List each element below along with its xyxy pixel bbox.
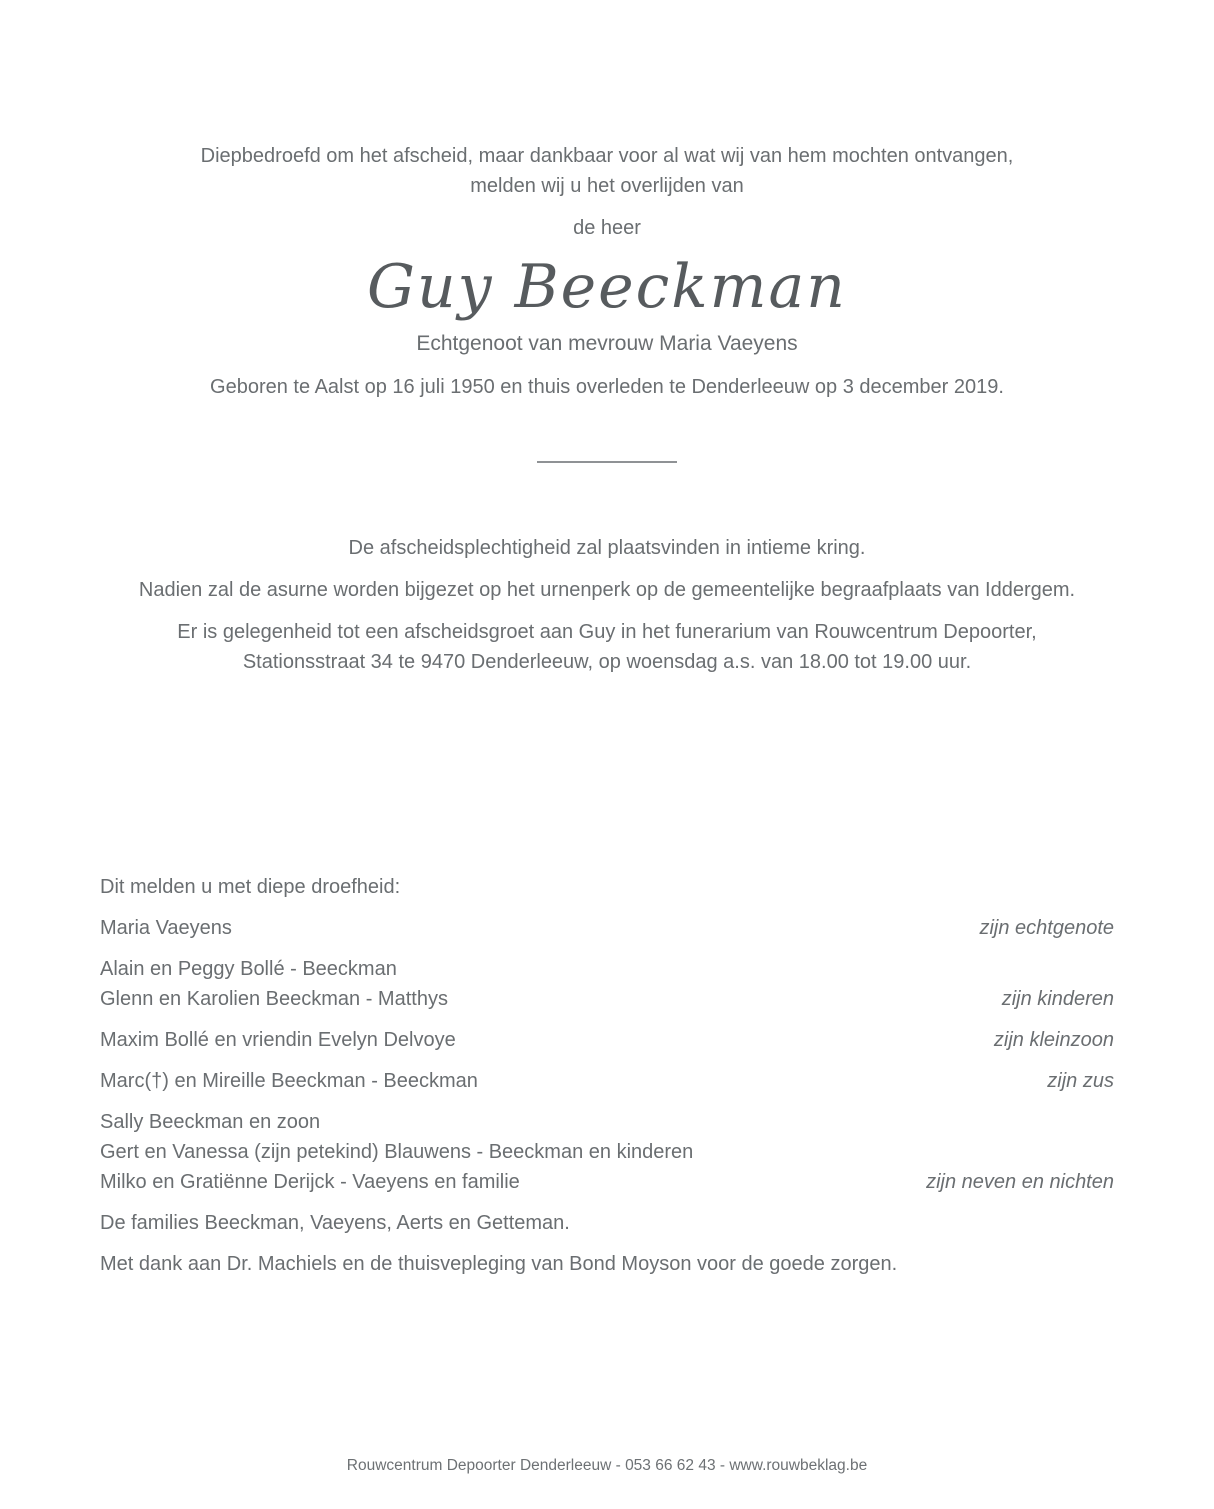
ceremony-line-3b: Stationsstraat 34 te 9470 Denderleeuw, op woensdag a.s. van 18.00 tot 19.00 uur. bbox=[242, 651, 972, 673]
relation-label: zijn kinderen bbox=[1001, 988, 1114, 1010]
funeral-home-footer: Rouwcentrum Depoorter Denderleeuw - 053 66 62 43 - www.rouwbeklag.be bbox=[346, 1457, 868, 1474]
families-closing-line: De families Beeckman, Vaeyens, Aerts en Getteman. bbox=[100, 1212, 570, 1234]
intro-line-2: melden wij u het overlijden van bbox=[470, 175, 744, 197]
family-name-line: Alain en Peggy Bollé - Beeckman bbox=[100, 958, 397, 980]
family-name-line: Gert en Vanessa (zijn petekind) Blauwens - Beeckman en kinderen bbox=[100, 1141, 694, 1163]
relation-label: zijn kleinzoon bbox=[993, 1029, 1114, 1051]
family-row bbox=[100, 913, 1114, 943]
ceremony-section bbox=[0, 533, 1214, 677]
family-section bbox=[100, 872, 1114, 1290]
ceremony-line-2: Nadien zal de asurne worden bijgezet op het urnenperk op de gemeentelijke begraafplaats van Iddergem. bbox=[138, 579, 1076, 601]
family-name-line: Milko en Gratiënne Derijck - Vaeyens en familie bbox=[100, 1171, 520, 1193]
relation-label: zijn zus bbox=[1047, 1070, 1114, 1092]
family-row bbox=[100, 1066, 1114, 1096]
family-names bbox=[100, 954, 448, 1014]
family-name-line: Glenn en Karolien Beeckman - Matthys bbox=[100, 988, 448, 1010]
family-row bbox=[100, 1025, 1114, 1055]
relation-label: zijn echtgenote bbox=[979, 917, 1114, 939]
section-divider bbox=[537, 461, 677, 463]
family-intro: Dit melden u met diepe droefheid: bbox=[100, 876, 401, 898]
family-names bbox=[100, 1107, 693, 1197]
spouse-line: Echtgenoot van mevrouw Maria Vaeyens bbox=[416, 332, 798, 355]
family-name-line: Sally Beeckman en zoon bbox=[100, 1111, 321, 1133]
thanks-line: Met dank aan Dr. Machiels en de thuisvepleging van Bond Moyson voor de goede zorgen. bbox=[100, 1253, 898, 1275]
family-row bbox=[100, 954, 1114, 1014]
family-name-line: Maxim Bollé en vriendin Evelyn Delvoye bbox=[100, 1029, 456, 1051]
salutation: de heer bbox=[573, 217, 641, 239]
family-name-line: Maria Vaeyens bbox=[100, 917, 232, 939]
ceremony-line-1: De afscheidsplechtigheid zal plaatsvinden in intieme kring. bbox=[348, 537, 866, 559]
intro-paragraph bbox=[0, 141, 1214, 201]
family-names bbox=[100, 1025, 456, 1055]
family-names bbox=[100, 1066, 478, 1096]
relation-label: zijn neven en nichten bbox=[926, 1171, 1114, 1193]
family-names bbox=[100, 913, 232, 943]
intro-line-1: Diepbedroefd om het afscheid, maar dankbaar voor al wat wij van hem mochten ontvangen, bbox=[200, 145, 1014, 167]
deceased-name: Guy Beeckman bbox=[367, 252, 847, 322]
family-name-line: Marc(†) en Mireille Beeckman - Beeckman bbox=[100, 1070, 478, 1092]
life-dates: Geboren te Aalst op 16 juli 1950 en thuis overleden te Denderleeuw op 3 december 2019. bbox=[210, 376, 1004, 398]
ceremony-line-3a: Er is gelegenheid tot een afscheidsgroet aan Guy in het funerarium van Rouwcentrum Depoorter, bbox=[177, 621, 1037, 643]
family-row bbox=[100, 1107, 1114, 1197]
